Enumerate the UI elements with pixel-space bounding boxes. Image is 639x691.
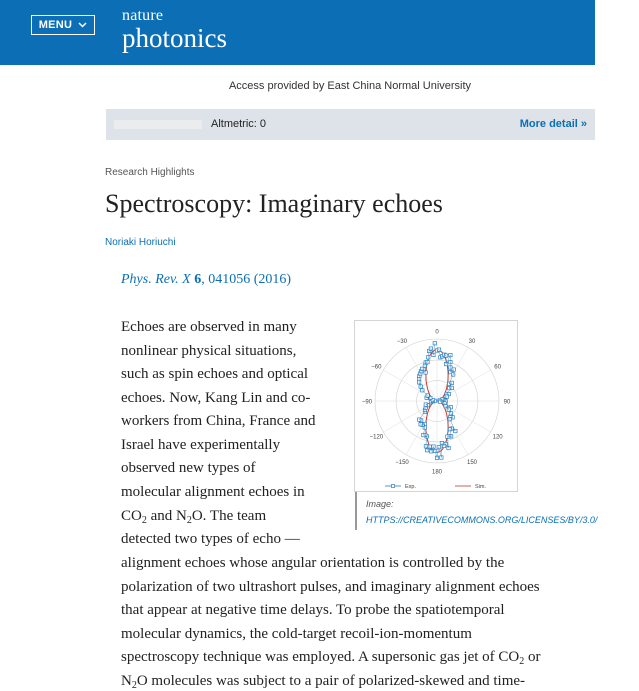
body-line: detected two types of echo — — [121, 531, 300, 547]
double-chevron-right-icon: » — [580, 118, 587, 130]
body-line: echoes. Now, Kang Lin and co- — [121, 390, 311, 406]
site-header — [0, 0, 595, 65]
body-line: polarization of two ultrashort pulses, and imaginary alignment echoes — [121, 579, 540, 595]
polar-plot — [355, 321, 517, 491]
polar-angle-label: −60 — [371, 364, 382, 371]
more-detail-link[interactable] — [520, 118, 587, 130]
menu-label: MENU — [38, 19, 73, 31]
subscript: 2 — [519, 656, 525, 667]
body-line: molecular alignment echoes in — [121, 484, 305, 500]
access-notice: Access provided by East China Normal University — [228, 80, 472, 92]
polar-angle-label: 180 — [431, 469, 443, 476]
body-line: such as spin echoes and optical — [121, 366, 309, 382]
body-line: observed new types of — [121, 460, 256, 476]
subscript: 2 — [186, 515, 192, 526]
body-text: and N — [146, 508, 187, 524]
body-text: spectroscopy technique was employed. A supersonic gas jet of CO — [121, 649, 520, 665]
chevron-down-icon — [78, 22, 87, 28]
polar-angle-label: 120 — [492, 434, 503, 441]
polar-angle-label: 90 — [503, 399, 511, 406]
more-detail-label: More detail — [519, 118, 578, 130]
logo-nature: nature — [122, 7, 164, 24]
citation-journal: Phys. Rev. X — [121, 272, 191, 287]
metric-placeholder — [114, 120, 202, 129]
polar-angle-label: 60 — [494, 364, 501, 371]
citation-details: , 041056 (2016) — [201, 272, 292, 287]
body-text: N — [121, 673, 132, 689]
body-line: that appear at negative time delays. To probe the spatiotemporal — [121, 602, 505, 618]
image-caption-label: Image: — [366, 499, 394, 509]
body-text: O molecules was subject to a pair of polarized-skewed and time- — [136, 673, 526, 689]
subscript: 2 — [131, 680, 137, 691]
citation-volume: 6 — [194, 272, 202, 287]
polar-angle-label: 150 — [466, 460, 478, 467]
body-line: Israel have experimentally — [121, 437, 281, 453]
journal-logo[interactable] — [122, 8, 227, 52]
body-line — [121, 508, 266, 525]
polar-figure[interactable] — [354, 320, 518, 492]
legend-sim-label: Sim. — [475, 484, 486, 490]
body-line — [121, 673, 525, 690]
citation-link[interactable] — [121, 272, 291, 288]
subscript: 2 — [141, 515, 147, 526]
metrics-bar — [106, 109, 595, 140]
body-line: nonlinear physical situations, — [121, 343, 297, 359]
article-title: Spectroscopy: Imaginary echoes — [105, 189, 443, 218]
legend-exp-label: Exp. — [405, 484, 417, 490]
body-line: Echoes are observed in many — [121, 319, 297, 335]
body-text: CO — [121, 508, 142, 524]
body-line: alignment echoes whose angular orientation is controlled by the — [121, 555, 505, 571]
polar-angle-label: −30 — [396, 338, 408, 345]
legend-exp-marker — [392, 485, 395, 488]
logo-photonics: photonics — [122, 23, 227, 53]
body-text: or — [524, 649, 541, 665]
polar-angle-label: −150 — [395, 460, 409, 467]
body-line — [121, 649, 541, 666]
menu-button[interactable] — [31, 15, 95, 35]
polar-angle-label: −90 — [361, 399, 373, 406]
body-line: workers from China, France and — [121, 413, 316, 429]
author-link[interactable]: Noriaki Horiuchi — [105, 237, 176, 248]
polar-angle-label: −120 — [369, 434, 384, 441]
body-line: molecular dynamics, the cold-target recoil-ion-momentum — [121, 626, 472, 642]
license-link[interactable]: HTTPS://CREATIVECOMMONS.ORG/LICENSES/BY/3.0/ — [366, 515, 598, 525]
polar-angle-label: 0 — [435, 329, 439, 336]
polar-angle-label: 30 — [468, 338, 476, 345]
caption-divider — [355, 492, 357, 530]
body-text: O. The team — [191, 508, 267, 524]
altmetric-score: Altmetric: 0 — [211, 118, 267, 130]
article-type: Research Highlights — [105, 167, 195, 178]
